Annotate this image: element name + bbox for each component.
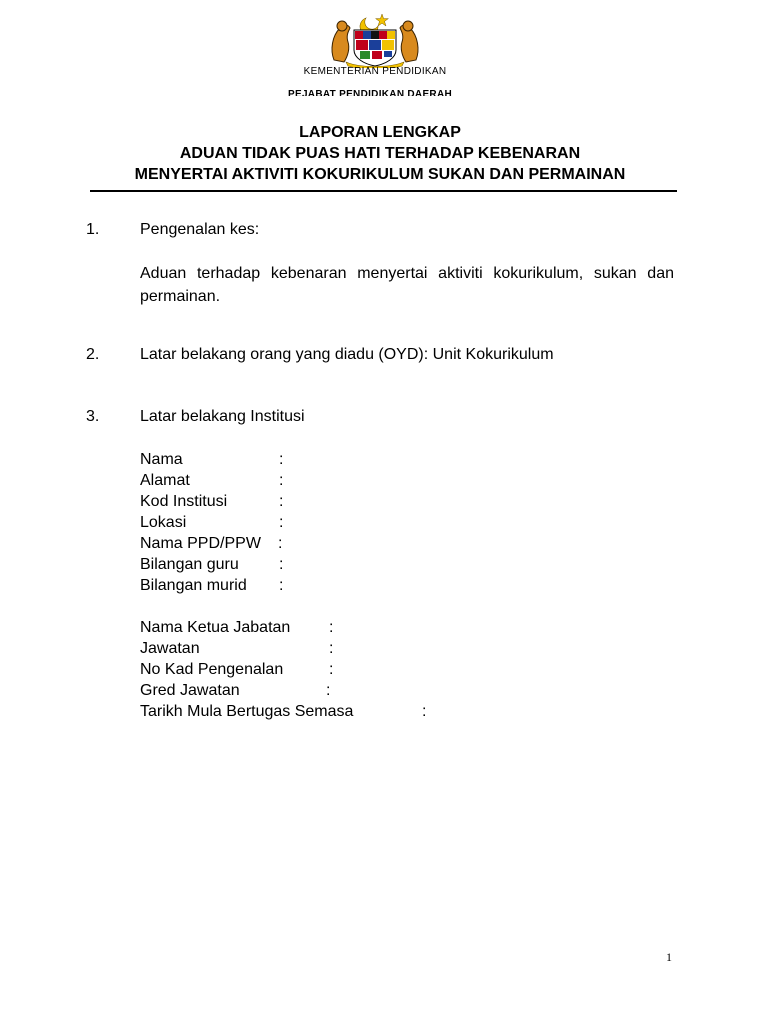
field-label-no-kad-pengenalan: No Kad Pengenalan xyxy=(140,661,284,678)
field-colon-nama: : xyxy=(279,451,284,468)
field-colon-nama-ppd: : xyxy=(278,535,283,552)
field-colon-alamat: : xyxy=(279,472,284,489)
section-2-number: 2. xyxy=(86,346,100,363)
title-divider xyxy=(90,190,677,192)
coat-of-arms-emblem xyxy=(326,10,424,68)
field-label-nama: Nama xyxy=(140,451,183,468)
field-colon-bilangan-murid: : xyxy=(279,577,284,594)
field-colon-no-kad-pengenalan: : xyxy=(329,661,334,678)
field-label-alamat: Alamat xyxy=(140,472,190,489)
field-label-bilangan-murid: Bilangan murid xyxy=(140,577,247,594)
field-colon-jawatan: : xyxy=(329,640,334,657)
section-1-heading: Pengenalan kes: xyxy=(140,221,260,238)
report-subtitle-line-1: ADUAN TIDAK PUAS HATI TERHADAP KEBENARAN xyxy=(179,145,581,162)
field-label-lokasi: Lokasi xyxy=(140,514,187,531)
field-colon-tarikh-mula-bertugas: : xyxy=(422,703,427,720)
field-label-jawatan: Jawatan xyxy=(140,640,200,657)
field-colon-nama-ketua-jabatan: : xyxy=(329,619,334,636)
field-colon-kod-institusi: : xyxy=(279,493,284,510)
section-3-number: 3. xyxy=(86,408,100,425)
report-subtitle-line-2: MENYERTAI AKTIVITI KOKURIKULUM SUKAN DAN PERMAINAN xyxy=(134,166,626,183)
field-label-bilangan-guru: Bilangan guru xyxy=(140,556,239,573)
field-colon-lokasi: : xyxy=(279,514,284,531)
ministry-name: KEMENTERIAN PENDIDIKAN xyxy=(303,66,447,77)
section-3-heading: Latar belakang Institusi xyxy=(140,408,305,425)
field-label-gred-jawatan: Gred Jawatan xyxy=(140,682,240,699)
field-colon-bilangan-guru: : xyxy=(279,556,284,573)
report-title: LAPORAN LENGKAP xyxy=(299,124,461,141)
page-number: 1 xyxy=(666,950,672,964)
section-1-number: 1. xyxy=(86,221,100,238)
section-1-body: Aduan terhadap kebenaran menyertai aktiviti kokurikulum, sukan dan permainan. xyxy=(140,265,674,305)
section-2-heading: Latar belakang orang yang diadu (OYD): Unit Kokurikulum xyxy=(140,346,554,363)
field-label-kod-institusi: Kod Institusi xyxy=(140,493,228,510)
field-label-nama-ketua-jabatan: Nama Ketua Jabatan xyxy=(140,619,291,636)
field-label-nama-ppd: Nama PPD/PPW xyxy=(140,535,261,552)
district-office-name: PEJABAT PENDIDIKAN DAERAH xyxy=(288,89,452,96)
field-colon-gred-jawatan: : xyxy=(326,682,331,699)
field-label-tarikh-mula-bertugas: Tarikh Mula Bertugas Semasa xyxy=(140,703,354,720)
